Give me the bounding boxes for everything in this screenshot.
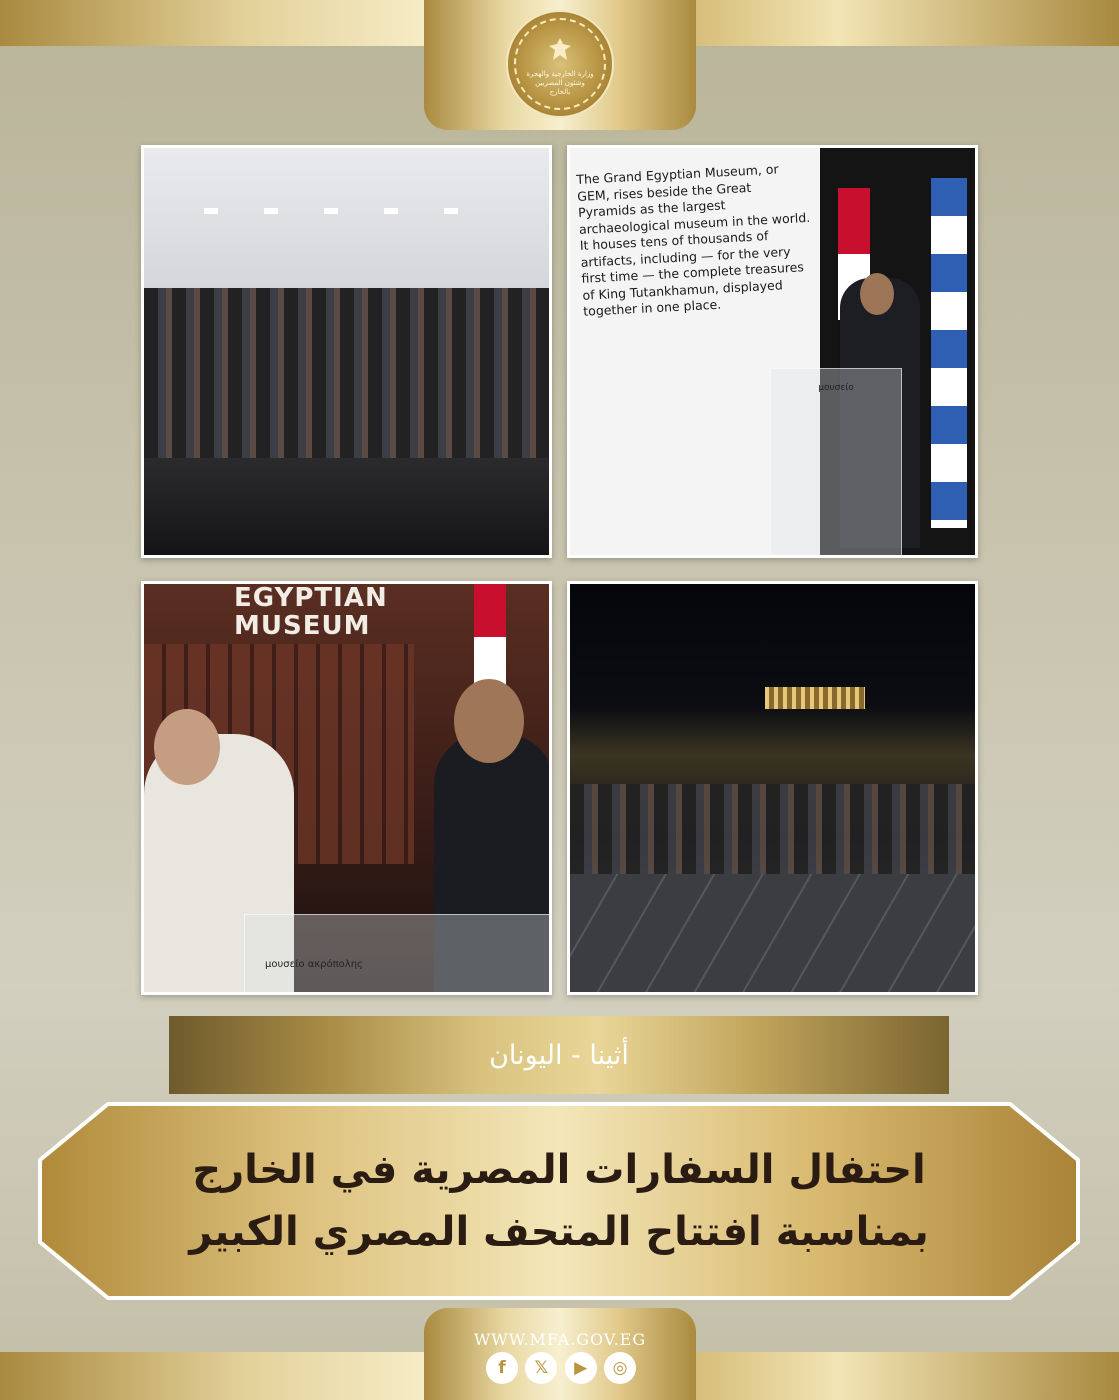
title-line-2: بمناسبة افتتاح المتحف المصري الكبير bbox=[189, 1209, 929, 1255]
social-links bbox=[486, 1352, 636, 1386]
podium bbox=[770, 368, 902, 558]
speaker-head bbox=[860, 273, 894, 315]
guest-crowd bbox=[144, 288, 549, 458]
podium-text: μουσείο ακρόπολης bbox=[265, 959, 363, 970]
website-url[interactable]: WWW.MFA.GOV.EG bbox=[473, 1330, 647, 1349]
photo-reception-guests bbox=[141, 145, 552, 558]
podium bbox=[244, 914, 552, 995]
podium-text: μουσείο bbox=[818, 383, 854, 393]
screen-text: The Grand Egyptian Museum, or GEM, rises beside the Great Pyramids as the largest archaeological museum in the world. It houses tens of thousands of artifacts, including — for the very first time — the complete treasures of King Tutankhamun, displayed together in one place. bbox=[576, 161, 811, 319]
location-text: أثينا - اليونان bbox=[489, 1039, 629, 1071]
photo-group-acropolis bbox=[567, 581, 978, 995]
tiled-floor bbox=[570, 874, 975, 995]
facebook-icon[interactable]: f bbox=[486, 1352, 518, 1384]
greece-flag bbox=[931, 178, 967, 528]
ministry-seal bbox=[506, 10, 614, 118]
ambassador-head bbox=[454, 679, 524, 763]
title-line-1: احتفال السفارات المصرية في الخارج bbox=[192, 1147, 926, 1193]
x-icon[interactable]: 𝕏 bbox=[525, 1352, 557, 1384]
seal-text: وزارة الخارجية والهجرة وشئون المصريين بالخارج bbox=[526, 70, 594, 96]
instagram-icon[interactable]: ◎ bbox=[604, 1352, 636, 1384]
eagle-emblem-icon bbox=[547, 36, 573, 64]
event-title bbox=[38, 1102, 1080, 1300]
floor-reflection bbox=[144, 458, 549, 558]
photo-handshake bbox=[141, 581, 552, 995]
youtube-icon[interactable]: ▶ bbox=[565, 1352, 597, 1384]
photo-ambassador-speech bbox=[567, 145, 978, 558]
group-of-guests bbox=[570, 784, 975, 874]
ceiling-lights bbox=[204, 208, 504, 214]
egyptian-museum-sign: EGYPTIAN MUSEUM bbox=[234, 583, 388, 641]
location-banner bbox=[169, 1016, 949, 1094]
title-plate bbox=[38, 1102, 1080, 1300]
guest-head bbox=[154, 709, 220, 785]
acropolis-ruins bbox=[765, 687, 865, 709]
